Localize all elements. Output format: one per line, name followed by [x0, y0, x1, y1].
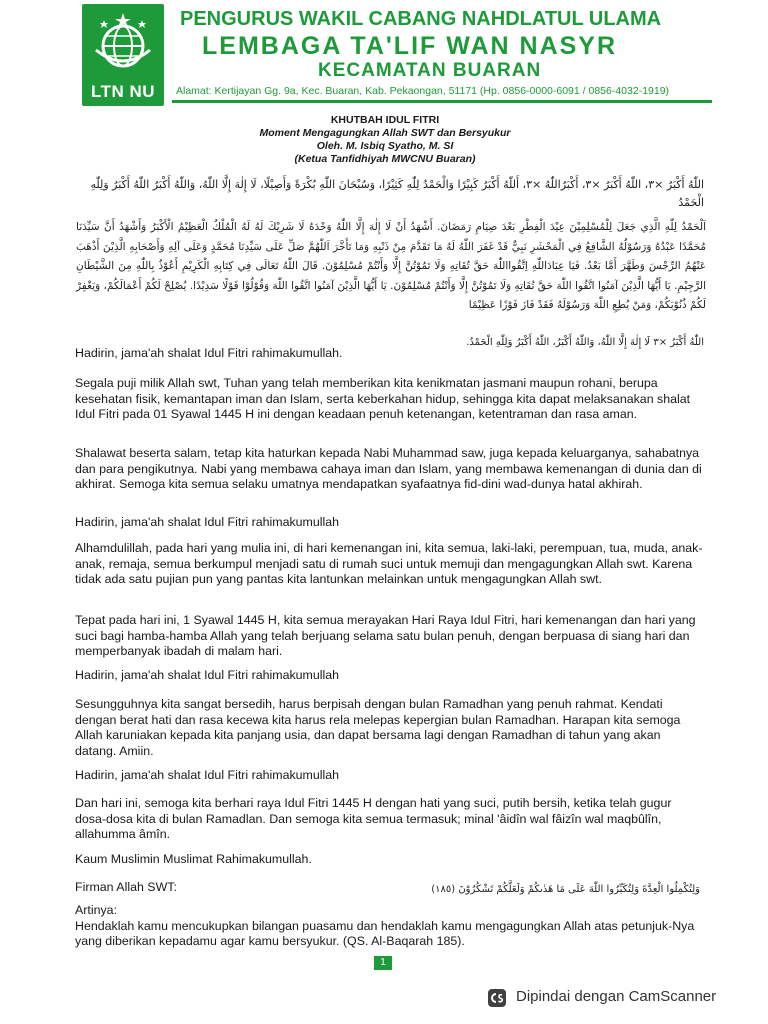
salutation-heading: Hadirin, jama'ah shalat Idul Fitri rahimakumullah [75, 515, 340, 529]
salutation-heading: Hadirin, jama'ah shalat Idul Fitri rahimakumullah [75, 768, 340, 782]
body-paragraph: Alhamdulillah, pada hari yang mulia ini, di hari kemenangan ini, kita semua, laki-laki, perempuan, tua, muda, anak-anak, remaja, semua berkumpul menjadi satu di rumah suci untuk memuji dan mengagungkan Allah swt. Karena tidak ada satu pujian pun yang pantas kita lantunkan melainkan untuk mengagungkan Allah swt. [75, 541, 703, 586]
globe-emblem-icon [90, 10, 156, 76]
body-paragraph: Segala puji milik Allah swt, Tuhan yang telah memberikan kita kenikmatan jasmani maupun rohani, berupa kesehatan fisik, kemantapan iman dan Islam, serta keberkahan hidup, sehingga kita dapat melaksanakan shalat Idul Fitri pada 01 Syawal 1445 H ini dengan keadaan penuh ketenangan, ketentraman dan rasa aman. [75, 376, 691, 421]
translation-label: Artinya: [75, 903, 118, 917]
ltn-nu-logo [82, 4, 164, 106]
camscanner-icon [488, 989, 506, 1007]
body-paragraph: Tepat pada hari ini, 1 Syawal 1445 H, kita semua merayakan Hari Raya Idul Fitri, hari kemenangan dan hari yang suci bagi hamba-hamba Allah yang telah berjuang selama satu bulan penuh, dengan berpuasa di siang hari dan memperbanyak ibadah di malam hari. [75, 613, 696, 658]
letterhead-district: KECAMATAN BUARAN [318, 60, 542, 81]
translation-text: Hendaklah kamu mencukupkan bilangan puasamu dan hendaklah kamu mengagungkan Allah atas petunjuk-Nya yang diberikan kepadamu agar kamu bersyukur. (QS. Al-Baqarah 185). [75, 918, 695, 948]
arabic-ayat: وَلِتُكْمِلُوا الْعِدَّةَ وَلِتُكَبِّرُوا اللّٰهَ عَلَى مَا هَدٰىكُمْ وَلَعَلَّكُمْ تَشْكُرُوْنَ (١٨٥) [431, 884, 700, 895]
body-paragraph: Dan hari ini, semoga kita berhari raya Idul Fitri 1445 H dengan hati yang suci, putih bersih, ketika telah gugur dosa-dosa kita di bulan Ramadlan. Dan semoga kita semua termasuk; minal 'âidîn wal fâizîn wal maqbûlîn, allahumma âmîn. [75, 796, 672, 841]
translation-block [75, 903, 705, 950]
page-number: 1 [374, 956, 392, 970]
camscanner-label: Dipindai dengan CamScanner [516, 988, 717, 1005]
letterhead-institution: LEMBAGA TA'LIF WAN NASYR [202, 32, 618, 60]
sermon-author: Oleh. M. Isbiq Syatho, M. SI [316, 140, 454, 152]
body-paragraph: Sesungguhnya kita sangat bersedih, harus berpisah dengan bulan Ramadhan yang penuh rahmat. Kendati dengan berat hati dan rasa kecewa kita harus rela melepas kepergian bulan Ramadhan. Harapan kita semoga Allah karuniakan kepada kita panjang usia, dan dapat bersama lagi dengan Ramadhan di tahun yang akan datang. Amiin. [75, 697, 681, 758]
congregation-address: Kaum Muslimin Muslimat Rahimakumullah. [75, 852, 312, 866]
sermon-title: KHUTBAH IDUL FITRI [330, 114, 440, 126]
arabic-takbir: اللّٰهُ أَكْبَرُ ×٣، اللّٰهُ أَكْبَرُ ×٣، أَكْبَرُاللّٰهُ ×٣، أَللّٰهُ أَكْبَرُ كَبِيْرًا وَالْحَمْدُ لِلّٰهِ كَثِيْرًا، وَسُبْحَانَ اللّٰهِ بُكْرَةً وَأَصِيْلًا، لَا إِلٰهَ إِلَّا اللّٰهُ، وَاللّٰهُ أَكْبَرُ اللّٰهُ أَكْبَرُ وَلِلّٰهِ الْحَمْدُ [90, 178, 704, 209]
arabic-takbir-short: اللّٰهُ أَكْبَرُ ×٣ لَا إِلٰهَ إِلَّا اللّٰهُ، وَاللّٰهُ أَكْبَرُ، اللّٰهُ أَكْبَرُ وَلِلّٰهِ الْحَمْدُ. [466, 337, 704, 348]
letterhead-divider [172, 100, 712, 103]
letterhead-address: Alamat: Kertijayan Gg. 9a, Kec. Buaran, Kab. Pekaongan, 51171 (Hp. 0856-0000-6091 / 0856-4032-1919) [176, 85, 670, 97]
cs-logo-glyph-icon [488, 989, 506, 1007]
body-paragraph: Shalawat beserta salam, tetap kita haturkan kepada Nabi Muhammad saw, juga kepada keluarganya, sahabatnya dan para pengikutnya. Nabi yang membawa cahaya iman dan Islam, yang membawa kemenangan di dunia dan di akhirat. Semoga kita semua selaku umatnya mendapatkan syafaatnya fid-dini wad-dunya hatal akhirah. [75, 446, 702, 491]
quran-intro: Firman Allah SWT: [75, 880, 177, 894]
sermon-title-block [230, 114, 540, 166]
salutation-heading: Hadirin, jama'ah shalat Idul Fitri rahimakumullah [75, 668, 340, 682]
sermon-subtitle: Moment Mengagungkan Allah SWT dan Bersyukur [259, 127, 511, 139]
logo-label: LTN NU [90, 82, 156, 101]
sermon-author-role: (Ketua Tanfidhiyah MWCNU Buaran) [294, 153, 476, 165]
salutation-heading: Hadirin, jama'ah shalat Idul Fitri rahimakumullah. [75, 346, 343, 360]
letterhead-org-name: PENGURUS WAKIL CABANG NAHDLATUL ULAMA [180, 8, 662, 30]
arabic-muqaddimah: اَلْحَمْدُ لِلّٰهِ الَّذِي جَعَلَ لِلْمُسْلِمِيْنَ عِيْدَ الْفِطْرِ بَعْدَ صِيَامِ رَمَضَانَ. أَشْهَدُ أَنْ لَا إِلٰهَ إِلَّا اللّٰهُ وَحْدَهُ لَا شَرِيْكَ لَهُ لَهُ الْمُلْكُ الْعَظِيْمُ الْأَكْبَرُ وَأَشْهَدُ أَنَّ سَيِّدَنَا مُحَمَّدًا عَبْدُهُ وَرَسُوْلُهُ الشَّافِعُ فِي الْمَحْشَرِ نَبِيٌّ قَدْ غَفَرَ اللّٰهُ لَهُ مَا تَقَدَّمَ مِنْ ذَنْبِهِ وَمَا تَأَخَّرَ اَللّٰهُمَّ صَلِّ عَلَى سَيِّدِنَا مُحَمَّدٍ وَعَلَى آلِهِ وَأَصْحَابِهِ الَّذِيْنَ أَذْهَبَ عَنْهُمُ الرِّجْسَ وَطَهَّرَ أَمَّا بَعْدُ. فَيَا عِبَادَاللّٰهِ اِتَّقُوااللّٰهَ حَقَّ تُقَاتِهِ وَلَا تَمُوْتُنَّ إِلَّا وَأَنْتُمْ مُسْلِمُوْنَ. قَالَ اللّٰهُ تَعَالَى فِي كِتَابِهِ الْكَرِيْمِ أَعُوْذُ بِاللّٰهِ مِنَ الشَّيْطَانِ الرَّجِيْمِ. يَا أَيُّهَا الَّذِيْنَ آمَنُوا اتَّقُوا اللّٰهَ حَقَّ تُقَاتِهِ وَلَا تَمُوْتُنَّ إِلَّا وَأَنْتُمْ مُسْلِمُوْنَ. يَا أَيُّهَا الَّذِيْنَ آمَنُوا اتَّقُوا اللّٰهَ وَقُوْلُوْا قَوْلًا سَدِيْدًا. يُصْلِحْ لَكُمْ أَعْمَالَكُمْ، وَيَغْفِرْ لَكُمْ ذُنُوْبَكُمْ، وَمَنْ يُطِعِ اللّٰهَ وَرَسُوْلَهُ فَقَدْ فَازَ فَوْزًا عَظِيْمًا [76, 221, 706, 311]
